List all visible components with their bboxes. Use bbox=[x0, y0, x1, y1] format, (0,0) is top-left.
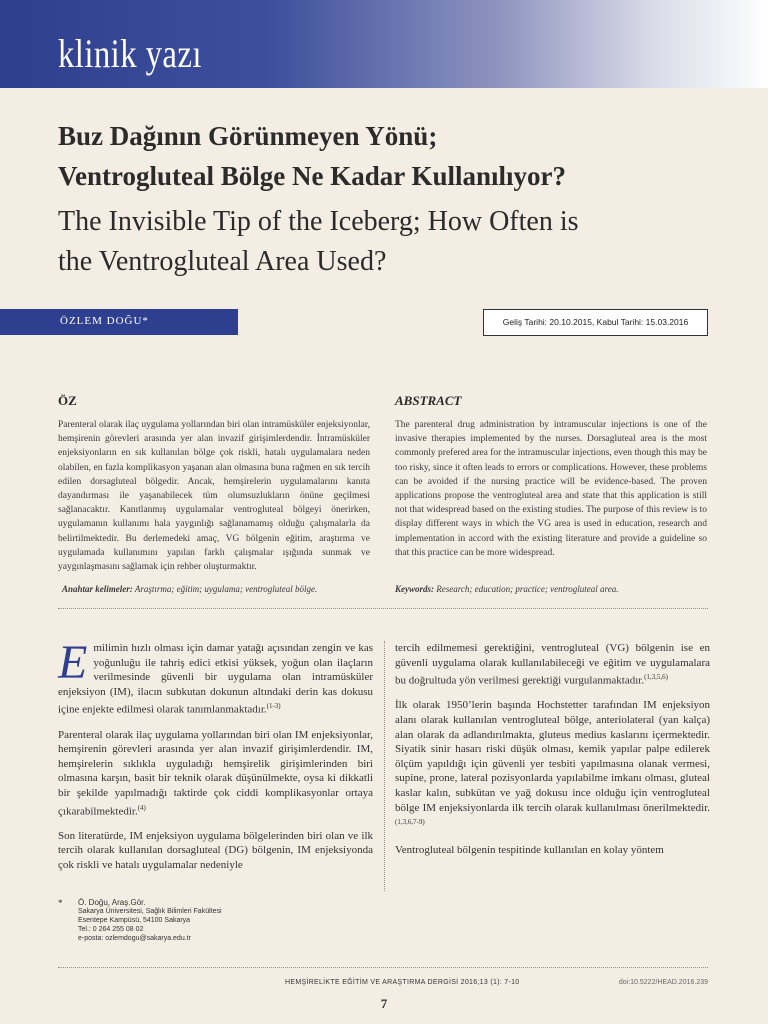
keywords-en-label: Keywords: bbox=[395, 584, 434, 594]
citation: (1,3,5,6) bbox=[644, 673, 669, 682]
keywords-en bbox=[395, 584, 715, 594]
abstract-tr-heading: ÖZ bbox=[58, 393, 77, 408]
abstract-en-body: The parenteral drug administration by intramuscular injections is one of the invasive therapies implemented by the nurses. Dorsagluteal area is the most commonly prefered area for the intramuscular injections, even though this may be too risky, since it often leads to errors or complications. However, these problems can be avoided if the nursing practice will be evidence-based. The proven applications propose the ventrogluteal area and state that this application is still not that widespread based on the existing studies. The purpose of this review is to display different ways in which the VG area is used in education, research and implementation in accord with the existing literature and provide a guideline so that this practice can be more widespread. bbox=[395, 420, 707, 558]
keywords-tr-label: Anahtar kelimeler: bbox=[62, 584, 133, 594]
keywords-tr bbox=[62, 584, 382, 594]
keywords-en-list: Research; education; practice; ventrogluteal area. bbox=[434, 584, 619, 594]
section-title: klinik yazı bbox=[58, 31, 202, 76]
body-right-column bbox=[395, 641, 710, 868]
body-left-p3: Son literatürde, IM enjeksiyon uygulama bölgelerinden biri olan ve ilk tercih olarak kullanılan dorsagluteal (DG) bölgenin, IM enjeksiyonda çok riskli ve hatalı uygulamalar nedeniyle bbox=[58, 829, 373, 872]
citation: (1-3) bbox=[266, 702, 281, 711]
turkish-title-line-1: Buz Dağının Görünmeyen Yönü; bbox=[58, 121, 438, 151]
column-divider bbox=[384, 641, 385, 891]
turkish-title bbox=[58, 116, 738, 196]
body-left-p1 bbox=[58, 636, 373, 718]
dates-box: Geliş Tarihi: 20.10.2015, Kabul Tarihi: 15.03.2016 bbox=[483, 309, 708, 336]
turkish-title-line-2: Ventrogluteal Bölge Ne Kadar Kullanılıyor? bbox=[58, 161, 567, 191]
footnote-marker: * bbox=[58, 898, 63, 908]
english-title-line-1: The Invisible Tip of the Iceberg; How Often is bbox=[58, 206, 579, 237]
body-right-p2-text: İlk olarak 1950’lerin başında Hochstetter tarafından IM enjeksiyon alanı olarak kullanılan ventrogluteal bölge, anteriolateral (yan kalça) alan olarak da adlandırılmakta, gluteus medius kaslarını içermektedir. Siyatik sinir hasarı riski düşük olması, kemik yapılar palpe edilerek ölçüm yapıldığı için güvenli yer tesbiti yapılmasına olanak vermesi, supine, prone, lateral pozisyonlarda yapılabilme imkanı olması, gluteal kaslar kalın, subkütan ve yağ dokusu ince olduğu için ventrogluteal bölge IM enjeksiyonlarda ilk tercih olarak kullanılması önerilmektedir. bbox=[395, 699, 710, 814]
english-title bbox=[58, 202, 748, 282]
drop-cap: E bbox=[58, 636, 88, 689]
abstract-tr-text bbox=[58, 418, 370, 574]
footnote-line: Tel.: 0 264 255 08 02 bbox=[78, 926, 144, 933]
body-right-p1 bbox=[395, 641, 710, 688]
journal-citation: HEMŞİRELİKTE EĞİTİM VE ARAŞTIRMA DERGİSİ 2016;13 (1): 7-10 bbox=[285, 979, 520, 986]
doi: doi:10.5222/HEAD.2016.239 bbox=[618, 979, 708, 986]
citation: (1,3,6,7-9) bbox=[395, 818, 425, 827]
body-left-column bbox=[58, 636, 373, 883]
footnote-line: Sakarya Üniversitesi, Sağlık Bilimleri Fakültesi bbox=[78, 908, 222, 915]
citation: (4) bbox=[137, 803, 146, 812]
footer-divider bbox=[58, 967, 708, 968]
abstract-tr-body: Parenteral olarak ilaç uygulama yollarından biri olan intramüsküler enjeksiyonlar, hemşirenin görevleri arasında yer alan invazif girişimlerdendir. İntramüsküler enjeksiyonların en sık kullanılan bölge çok riskli, hatalı uygulamalara neden olabilen, en fazla komplikasyon yaşanan alan olmasına buna rağmen en sık tercih edilen dorsagluteal bölgedir. Ancak, hemşirelerin uygulamalarını kanıta dayandırması ile yaşanabilecek tüm olumsuzlukların önüne geçilmesi sağlanacaktır. Kanıtlanmış uygulamalar ventrogluteal bölgeyi önerirken, uygulamanın kullanımı hala yaygınlığı sağlanamamış olduğu çalışmalarla da belirtilmektedir. Bu derlemedeki amaç, VG bölgenin eğitim, araştırma ve uygulamada kullanımını yapılan farklı çalışmalar ışığında sunmak ve yaygınlaşmasını sağlamak için rehber oluşturmaktır. bbox=[58, 420, 370, 573]
body-left-p2 bbox=[58, 728, 373, 819]
footnote-email: e-posta: ozlemdogu@sakarya.edu.tr bbox=[78, 935, 191, 942]
page-number: 7 bbox=[380, 996, 388, 1011]
abstract-en-text bbox=[395, 418, 707, 560]
author-name: ÖZLEM DOĞU* bbox=[60, 315, 149, 327]
keywords-tr-list: Araştırma; eğitim; uygulama; ventrogluteal bölge. bbox=[132, 584, 318, 594]
body-right-p3: Ventrogluteal bölgenin tespitinde kullanılan en kolay yöntem bbox=[395, 844, 664, 857]
body-left-p2-text: Parenteral olarak ilaç uygulama yollarından biri olan IM enjeksiyonlar, hemşirenin görevleri arasında yer alan invazif girişimlerdendir. IM, hemşirelerin sıklıkla uyguladığı hemşirelik girişimlerinden biri olmasına karşın, basit bir teknik olarak düşünülmekte, oysa ki dikkatli bir şekilde yapılmadığı taktirde çok ciddi komplikasyonlar ortaya çıkarabilmektedir. bbox=[58, 728, 373, 818]
body-left-p1-text: milimin hızlı olması için damar yatağı açısından zengin ve kas yoğunluğu ile tahriş edici etkisi yüksek, yoğun olan ilaçların verilmesinde güvenli bir uygulama olan intramüsküler enjeksiyon (IM), ilacın subkutan dokunun altındaki derin kas dokusu içine enjekte edilmesi olarak tanımlanmaktadır. bbox=[58, 642, 373, 717]
abstract-divider bbox=[58, 608, 708, 609]
footnote-line: Esentepe Kampüsü, 54100 Sakarya bbox=[78, 917, 191, 924]
english-title-line-2: the Ventrogluteal Area Used? bbox=[58, 246, 387, 277]
abstract-en-heading: ABSTRACT bbox=[395, 393, 462, 408]
author-footnote bbox=[78, 898, 222, 943]
body-right-p2 bbox=[395, 698, 710, 833]
body-right-p1-text: tercih edilmemesi gerektiğini, ventrogluteal (VG) bölgenin ise en güvenli uygulama olarak kullanılabileceği ve eğitim ve uygulamalara bu doğrultuda yön verilmesi gerektiği vurgulanmaktadır. bbox=[395, 642, 710, 687]
footnote-name: Ö. Doğu, Araş.Gör. bbox=[78, 898, 146, 907]
